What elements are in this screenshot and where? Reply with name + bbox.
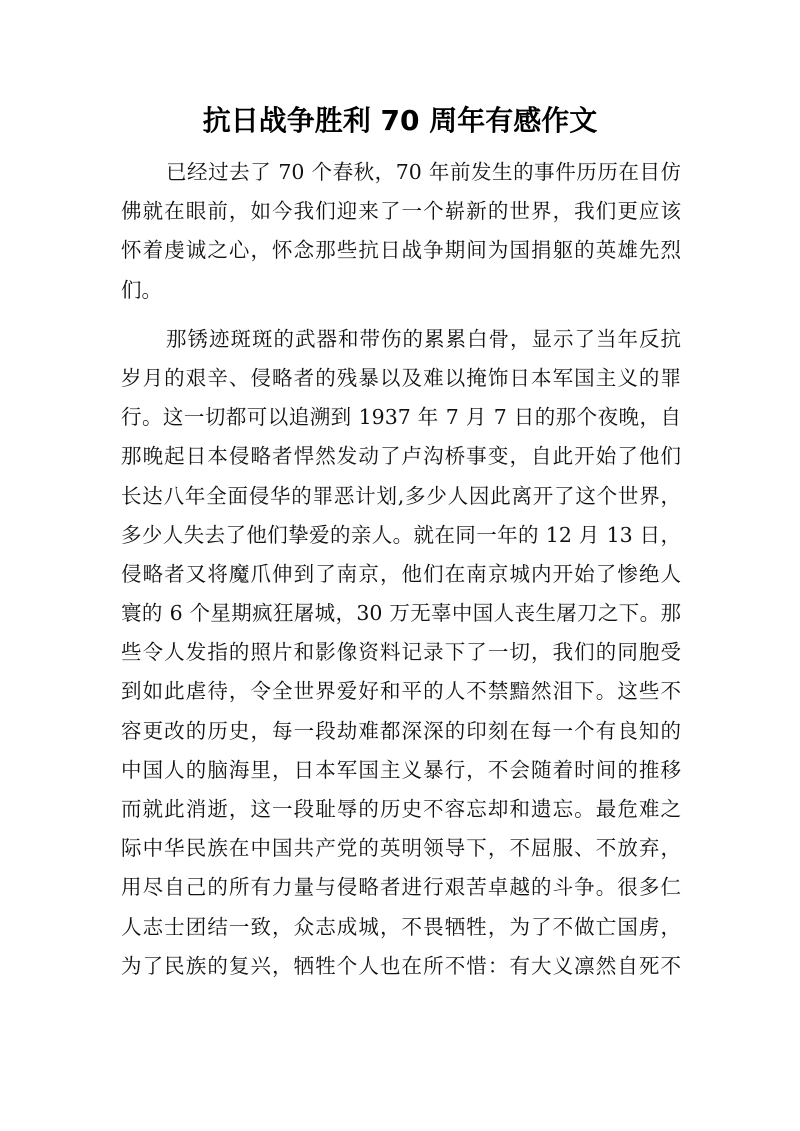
text-line: 际中华民族在中国共产党的英明领导下，不屈服、不放弃， <box>121 836 681 861</box>
text-line: 用尽自己的所有力量与侵略者进行艰苦卓越的斗争。很多仁 <box>121 875 681 900</box>
text-line: 人志士团结一致，众志成城，不畏牺牲，为了不做亡国虏， <box>121 914 681 939</box>
text-line: 中国人的脑海里，日本军国主义暴行，不会随着时间的推移 <box>121 757 681 782</box>
text-line: 多少人失去了他们挚爱的亲人。就在同一年的 12 月 13 日， <box>121 522 681 547</box>
text-line: 那晚起日本侵略者悍然发动了卢沟桥事变，自此开始了他们 <box>121 444 681 469</box>
text-line: 们。 <box>121 277 162 302</box>
text-line: 侵略者又将魔爪伸到了南京，他们在南京城内开始了惨绝人 <box>121 561 681 586</box>
text-line: 寰的 6 个星期疯狂屠城，30 万无辜中国人丧生屠刀之下。那 <box>121 601 681 626</box>
document-body <box>121 153 681 986</box>
text-line: 已经过去了 70 个春秋，70 年前发生的事件历历在目仿 <box>166 160 681 184</box>
paragraph-2 <box>121 320 681 986</box>
document-title: 抗日战争胜利 70 周年有感作文 <box>202 104 598 137</box>
text-line: 岁月的艰辛、侵略者的残暴以及难以掩饰日本军国主义的罪 <box>121 365 681 390</box>
text-line: 佛就在眼前，如今我们迎来了一个崭新的世界，我们更应该 <box>121 199 681 224</box>
paragraph-1 <box>121 153 681 310</box>
text-line: 而就此消逝，这一段耻辱的历史不容忘却和遗忘。最危难之 <box>121 797 681 821</box>
paragraph-spacer <box>121 310 681 320</box>
text-line: 到如此虐待，令全世界爱好和平的人不禁黯然泪下。这些不 <box>121 679 681 704</box>
text-line: 怀着虔诚之心，怀念那些抗日战争期间为国捐躯的英雄先烈 <box>121 238 681 263</box>
text-line: 行。这一切都可以追溯到 1937 年 7 月 7 日的那个夜晚，自 <box>121 405 681 430</box>
text-line: 为了民族的复兴，牺牲个人也在所不惜：有大义凛然自死不 <box>121 953 681 978</box>
text-line: 些令人发指的照片和影像资料记录下了一切，我们的同胞受 <box>121 640 681 665</box>
text-line: 那锈迹斑斑的武器和带伤的累累白骨，显示了当年反抗 <box>166 326 681 351</box>
text-line: 容更改的历史，每一段劫难都深深的印刻在每一个有良知的 <box>121 718 681 743</box>
text-line: 长达八年全面侵华的罪恶计划,多少人因此离开了这个世界， <box>121 483 681 508</box>
